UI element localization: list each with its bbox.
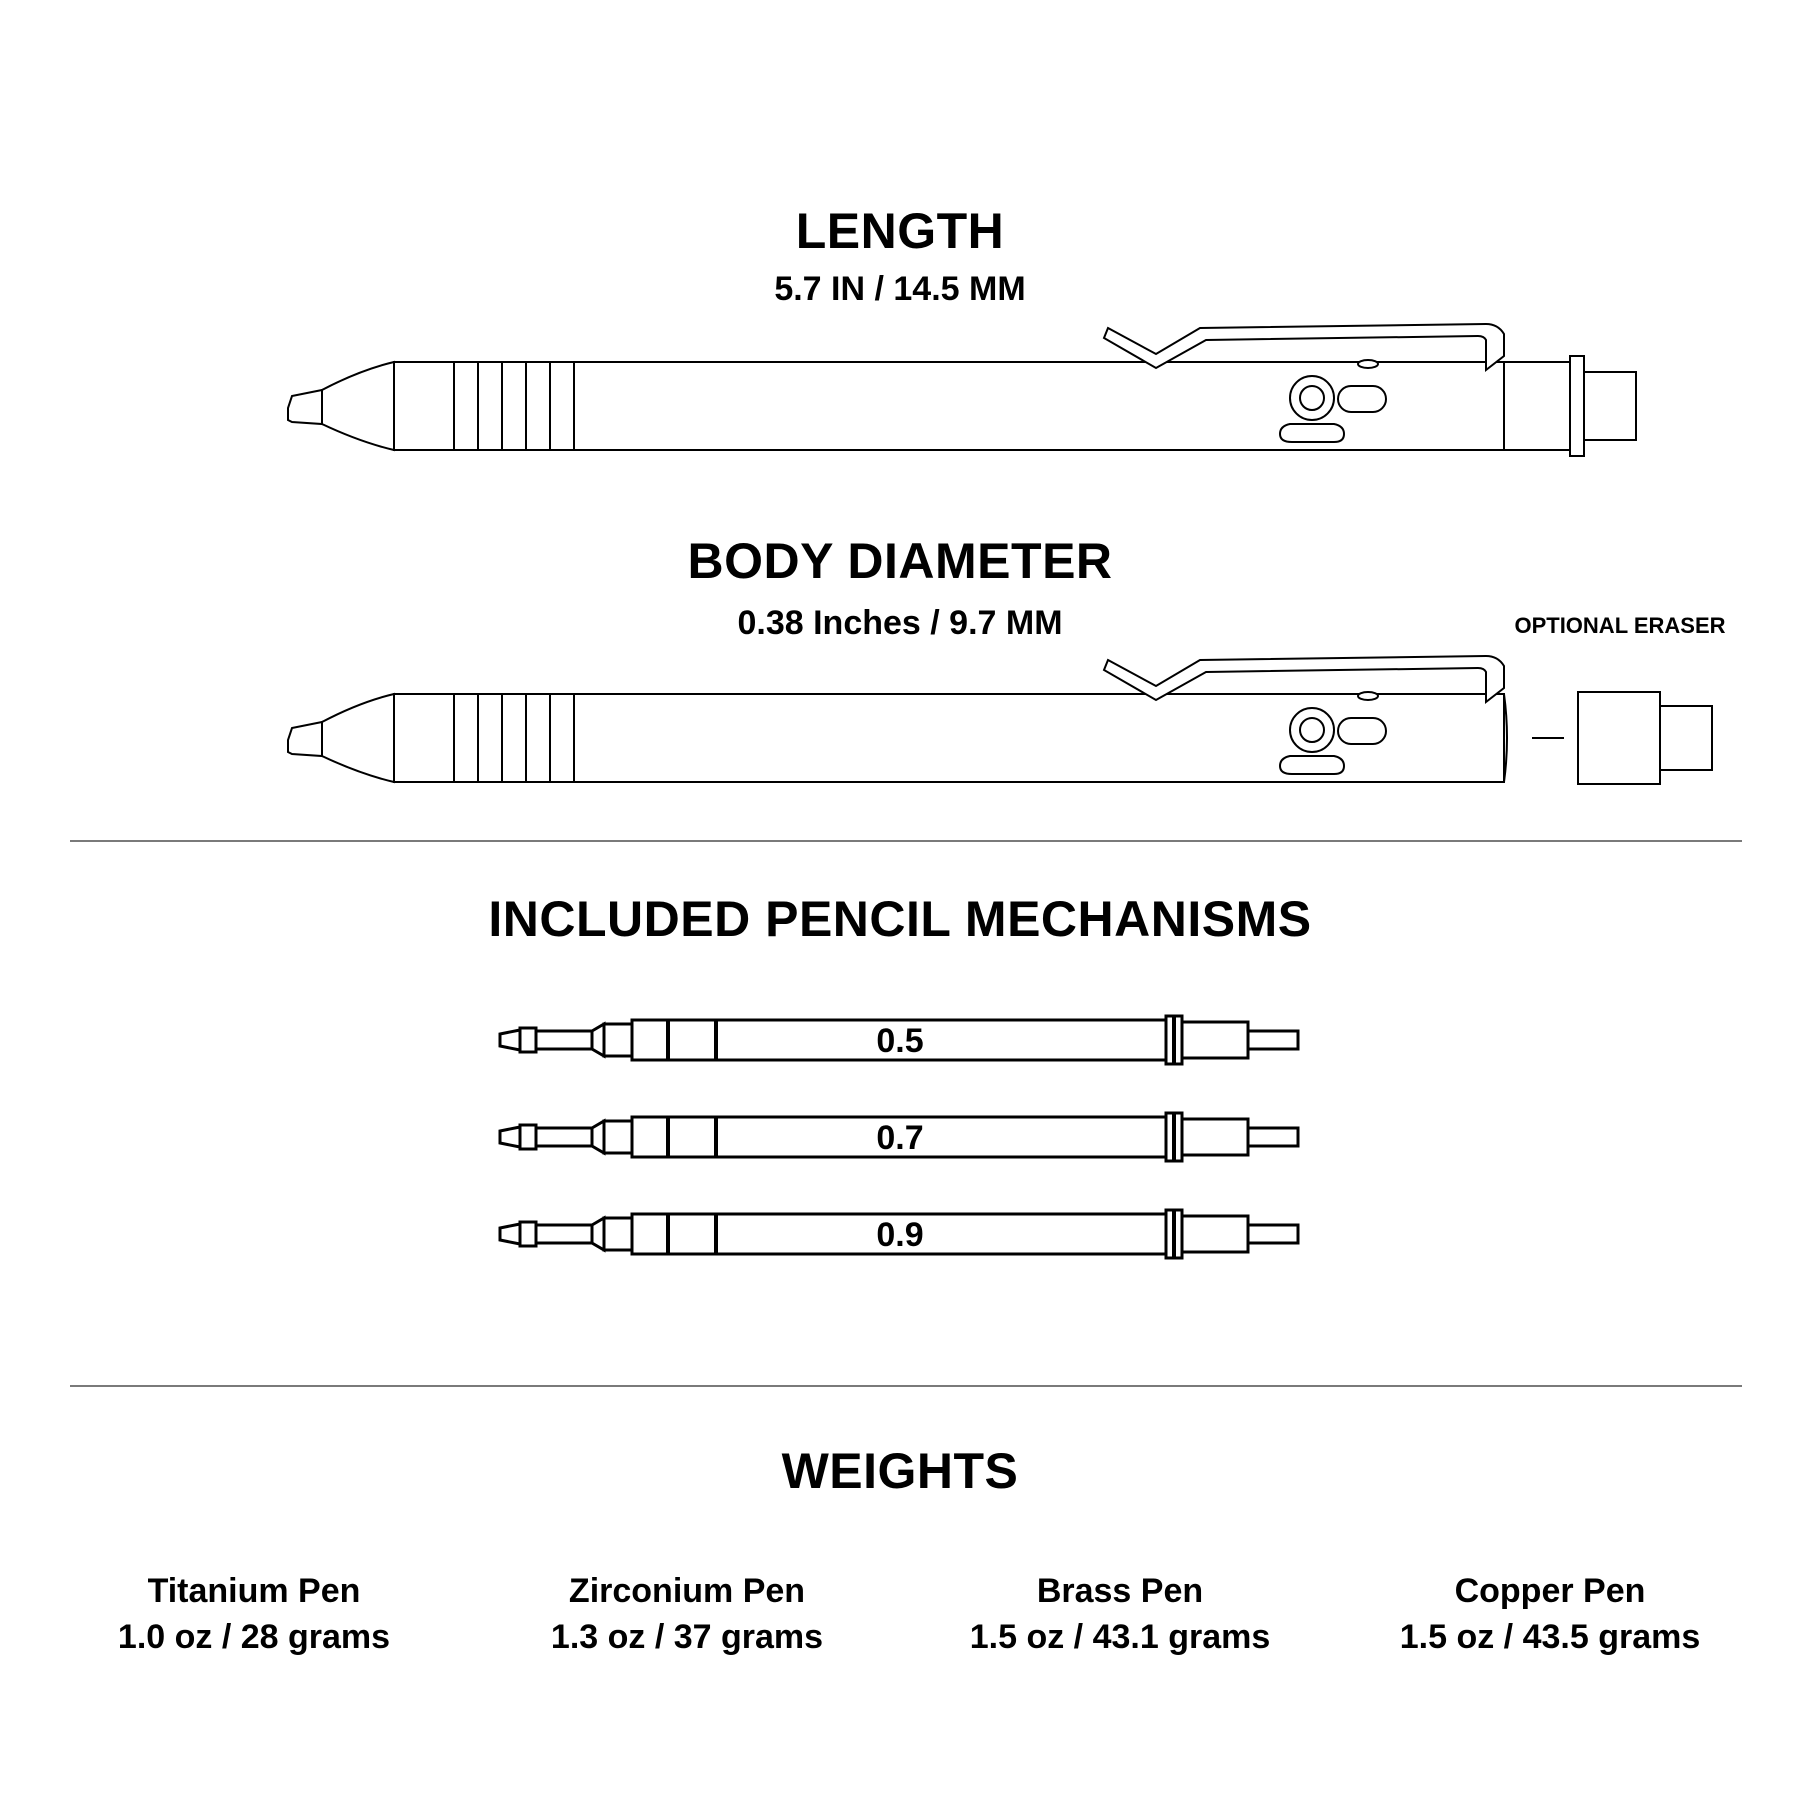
mechanism-size-label: 0.9	[876, 1216, 924, 1254]
weight-value: 1.0 oz / 28 grams	[117, 1618, 391, 1656]
weight-brass	[910, 1568, 1330, 1660]
weight-name: Titanium Pen	[147, 1572, 361, 1610]
weight-copper	[1340, 1568, 1760, 1660]
weight-name: Copper Pen	[1454, 1572, 1646, 1610]
divider-top	[70, 840, 1742, 842]
pen-illustration-length	[0, 300, 1800, 480]
weight-value: 1.5 oz / 43.1 grams	[969, 1618, 1271, 1656]
weight-value: 1.5 oz / 43.5 grams	[1399, 1618, 1701, 1656]
optional-eraser-label: OPTIONAL ERASER	[1514, 613, 1726, 638]
length-title: LENGTH	[795, 203, 1005, 259]
mechanism-size-label: 0.7	[876, 1119, 924, 1157]
mechanisms-title: INCLUDED PENCIL MECHANISMS	[488, 891, 1312, 947]
weight-titanium	[44, 1568, 464, 1660]
weight-name: Zirconium Pen	[568, 1572, 806, 1610]
weight-zirconium	[477, 1568, 897, 1660]
diameter-value: 0.38 Inches / 9.7 MM	[737, 604, 1063, 642]
pen-illustration-diameter	[0, 634, 1800, 814]
weight-name: Brass Pen	[1036, 1572, 1204, 1610]
weight-value: 1.3 oz / 37 grams	[550, 1618, 824, 1656]
divider-bottom	[70, 1385, 1742, 1387]
weights-title: WEIGHTS	[781, 1443, 1019, 1499]
length-value: 5.7 IN / 14.5 MM	[774, 270, 1026, 308]
pencil-mechanisms	[0, 1010, 1800, 1270]
mechanism-size-label: 0.5	[876, 1022, 924, 1060]
diameter-title: BODY DIAMETER	[687, 533, 1113, 589]
